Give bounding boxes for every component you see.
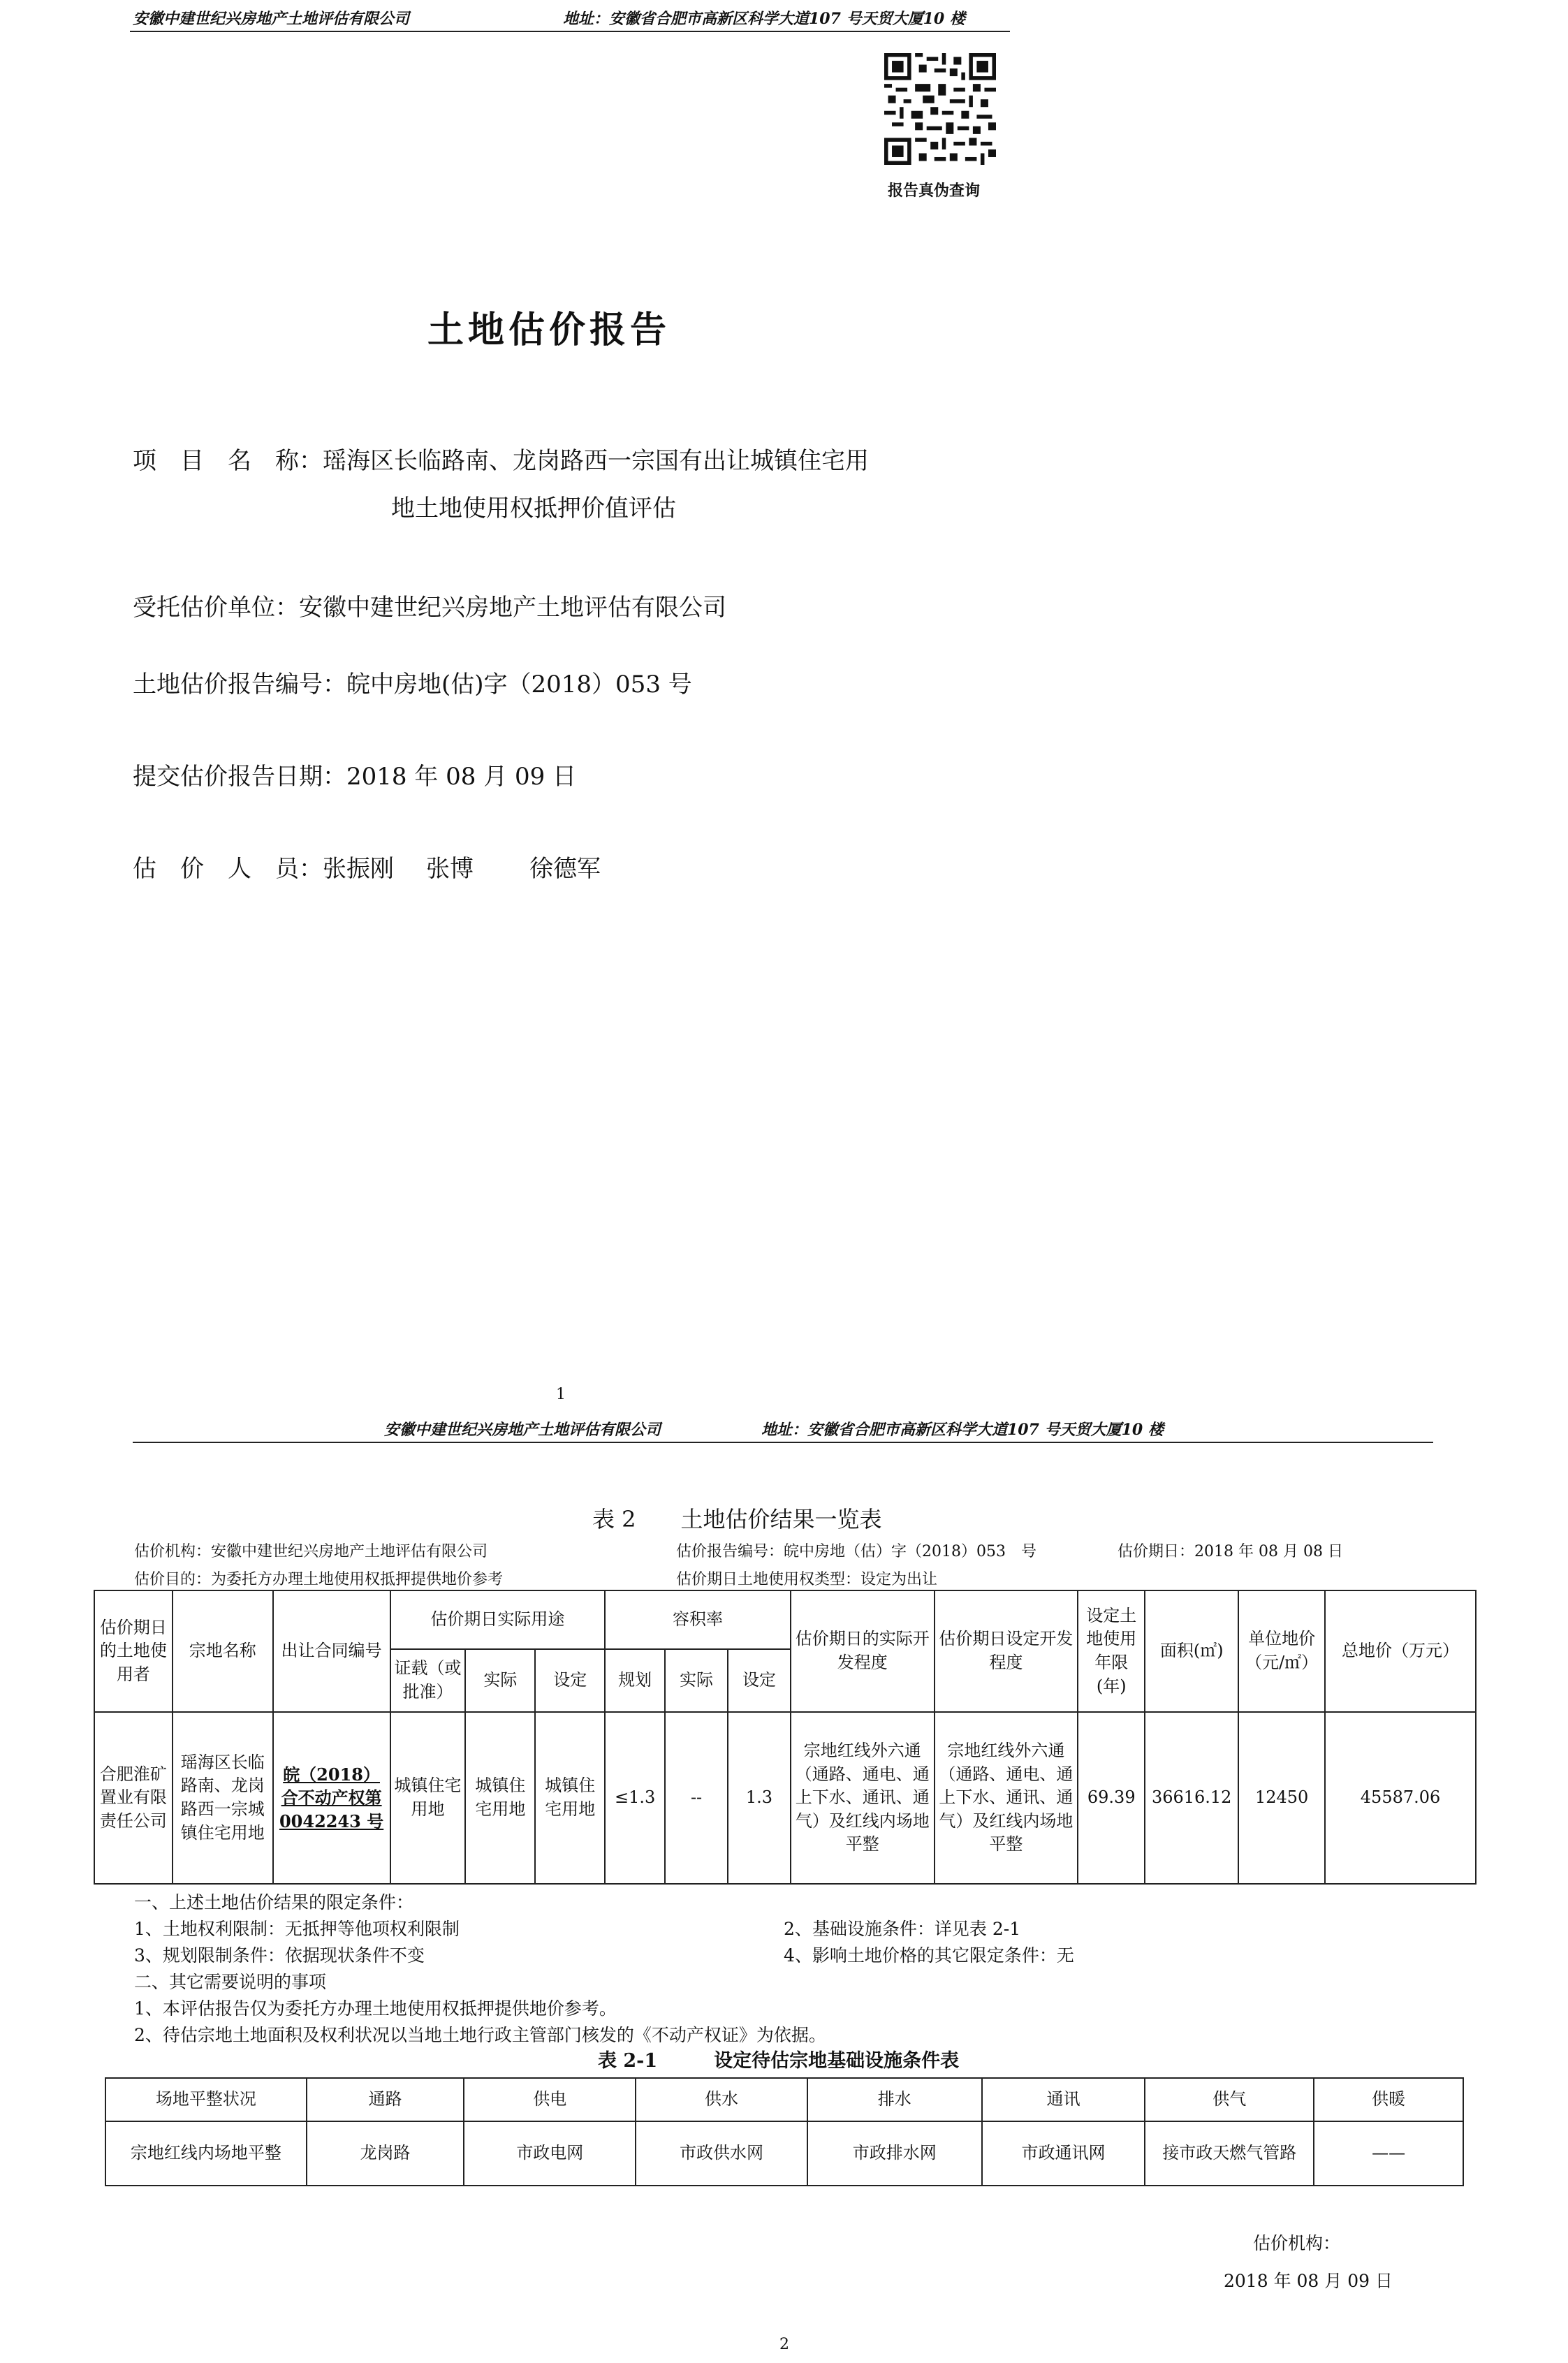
cell-land-user: 合肥淮矿置业有限责任公司 [94,1712,173,1884]
note-2-1: 1、本评估报告仅为委托方办理土地使用权抵押提供地价参考。 [134,1998,617,2019]
th21-telecom: 通讯 [982,2078,1145,2121]
meta-purpose: 估价目的：为委托方办理土地使用权抵押提供地价参考 [134,1571,504,1588]
appraisers-row [133,849,601,884]
project-name-value: 瑶海区长临路南、龙岗路西一宗国有出让城镇住宅用 [323,447,869,475]
note-1-3: 3、规划限制条件：依据现状条件不变 [134,1945,425,1966]
th-total-price: 总地价（万元） [1325,1590,1476,1712]
cell21-site: 宗地红线内场地平整 [105,2121,307,2186]
cell21-water: 市政供水网 [636,2121,807,2186]
cell-use-cert: 城镇住宅用地 [390,1712,466,1884]
cell21-road: 龙岗路 [307,2121,464,2186]
page1-header-rule [130,31,1010,32]
cell-far-plan: ≤1.3 [605,1712,665,1884]
table21-title: 表 2-1 设定待估宗地基础设施条件表 [598,2050,960,2072]
th21-power: 供电 [464,2078,636,2121]
note-2-2: 2、待估宗地土地面积及权利状况以当地土地行政主管部门核发的《不动产权证》为依据。 [134,2025,826,2045]
appraisers-label: 估 价 人 员： [133,855,323,883]
cell-area: 36616.12 [1145,1712,1238,1884]
note-1-1: 1、土地权利限制：无抵押等他项权利限制 [134,1919,460,1939]
meta-report-number: 估价报告编号：皖中房地（估）字（2018）053 号 [676,1543,1036,1560]
appraiser-3: 徐德军 [529,855,601,883]
project-name-label: 项 目 名 称： [133,447,323,475]
cell-contract-no: 皖（2018）合不动产权第 0042243 号 [273,1712,390,1884]
th-term: 设定土地使用年限(年) [1078,1590,1145,1712]
cell-set-dev: 宗地红线外六通（通路、通电、通上下水、通讯、通气）及红线内场地平整 [935,1712,1078,1884]
th21-road: 通路 [307,2078,464,2121]
page2-number: 2 [779,2336,789,2353]
cell-far-set: 1.3 [728,1712,791,1884]
report-number-row [133,665,692,699]
note-2: 二、其它需要说明的事项 [134,1972,327,1992]
th-parcel-name: 宗地名称 [173,1590,273,1712]
th-far-actual: 实际 [665,1649,728,1712]
report-title: 土地估价报告 [427,309,671,351]
th21-drain: 排水 [807,2078,982,2121]
meta-agency: 估价机构：安徽中建世纪兴房地产土地评估有限公司 [134,1543,488,1560]
th-actual-use: 估价期日实际用途 [390,1590,606,1649]
meta-valuation-date: 估价期日：2018 年 08 月 08 日 [1118,1543,1343,1560]
note-1: 一、上述土地估价结果的限定条件： [134,1892,414,1912]
submit-date-label: 提交估价报告日期： [133,763,346,791]
cell21-drain: 市政排水网 [807,2121,982,2186]
th-use-cert: 证载（或批准） [390,1649,466,1712]
qr-code-icon [884,53,996,165]
cell21-heating: —— [1314,2121,1463,2186]
submit-date-row [133,757,576,791]
entrust-label: 受托估价单位： [133,594,299,622]
project-name-value-line2: 地土地使用权抵押价值评估 [391,495,676,522]
cell21-telecom: 市政通讯网 [982,2121,1145,2186]
report-number-label: 土地估价报告编号： [133,671,346,698]
page2-header-company: 安徽中建世纪兴房地产土地评估有限公司 [384,1421,661,1439]
th-use-set: 设定 [535,1649,605,1712]
note-1-2: 2、基础设施条件：详见表 2-1 [784,1919,1021,1939]
th21-heating: 供暖 [1314,2078,1463,2121]
page1-header-company: 安徽中建世纪兴房地产土地评估有限公司 [133,10,410,28]
th-use-actual: 实际 [465,1649,535,1712]
submit-date-value: 2018 年 08 月 09 日 [346,763,577,791]
th-contract-no: 出让合同编号 [273,1590,390,1712]
th-far-plan: 规划 [605,1649,665,1712]
page2-header-rule [133,1442,1433,1443]
cell21-gas: 接市政天燃气管路 [1145,2121,1314,2186]
th-area: 面积(㎡) [1145,1590,1238,1712]
note-1-4: 4、影响土地价格的其它限定条件：无 [784,1945,1074,1966]
cell-use-set: 城镇住宅用地 [535,1712,605,1884]
cell-parcel-name: 瑶海区长临路南、龙岗路西一宗城镇住宅用地 [173,1712,273,1884]
cell-unit-price: 12450 [1238,1712,1325,1884]
entrust-row [133,588,726,622]
page1-number: 1 [556,1386,566,1403]
table2-title: 表 2 土地估价结果一览表 [592,1506,882,1532]
entrust-value: 安徽中建世纪兴房地产土地评估有限公司 [299,594,726,622]
appraiser-1: 张振刚 [323,855,394,883]
th21-water: 供水 [636,2078,807,2121]
th-land-user: 估价期日的土地使用者 [94,1590,173,1712]
cell-term: 69.39 [1078,1712,1145,1884]
th21-site: 场地平整状况 [105,2078,307,2121]
appraiser-2: 张博 [426,855,474,883]
infrastructure-table [105,2077,1464,2186]
th-actual-dev: 估价期日的实际开发程度 [791,1590,935,1712]
cell-total-price: 45587.06 [1325,1712,1476,1884]
page2-header-address: 地址：安徽省合肥市高新区科学大道107 号天贸大厦10 楼 [761,1421,1164,1439]
page1-header-address: 地址：安徽省合肥市高新区科学大道107 号天贸大厦10 楼 [563,10,965,28]
th-unit-price: 单位地价（元/㎡） [1238,1590,1325,1712]
th21-gas: 供气 [1145,2078,1314,2121]
th-set-dev: 估价期日设定开发程度 [935,1590,1078,1712]
cell21-power: 市政电网 [464,2121,636,2186]
report-number-value: 皖中房地(估)字（2018）053 号 [346,671,692,698]
table-row [105,2121,1463,2186]
table-row [94,1712,1476,1884]
meta-right-type: 估价期日土地使用权类型：设定为出让 [676,1571,938,1588]
project-name-row [133,441,869,476]
result-table [94,1590,1477,1885]
cell-far-actual: -- [665,1712,728,1884]
th-far-set: 设定 [728,1649,791,1712]
sign-date: 2018 年 08 月 09 日 [1224,2271,1393,2291]
cell-use-actual: 城镇住宅用地 [465,1712,535,1884]
th-far: 容积率 [605,1590,791,1649]
cell-actual-dev: 宗地红线外六通（通路、通电、通上下水、通讯、通气）及红线内场地平整 [791,1712,935,1884]
qr-label: 报告真伪查询 [888,182,981,200]
sign-agency: 估价机构： [1253,2233,1341,2253]
